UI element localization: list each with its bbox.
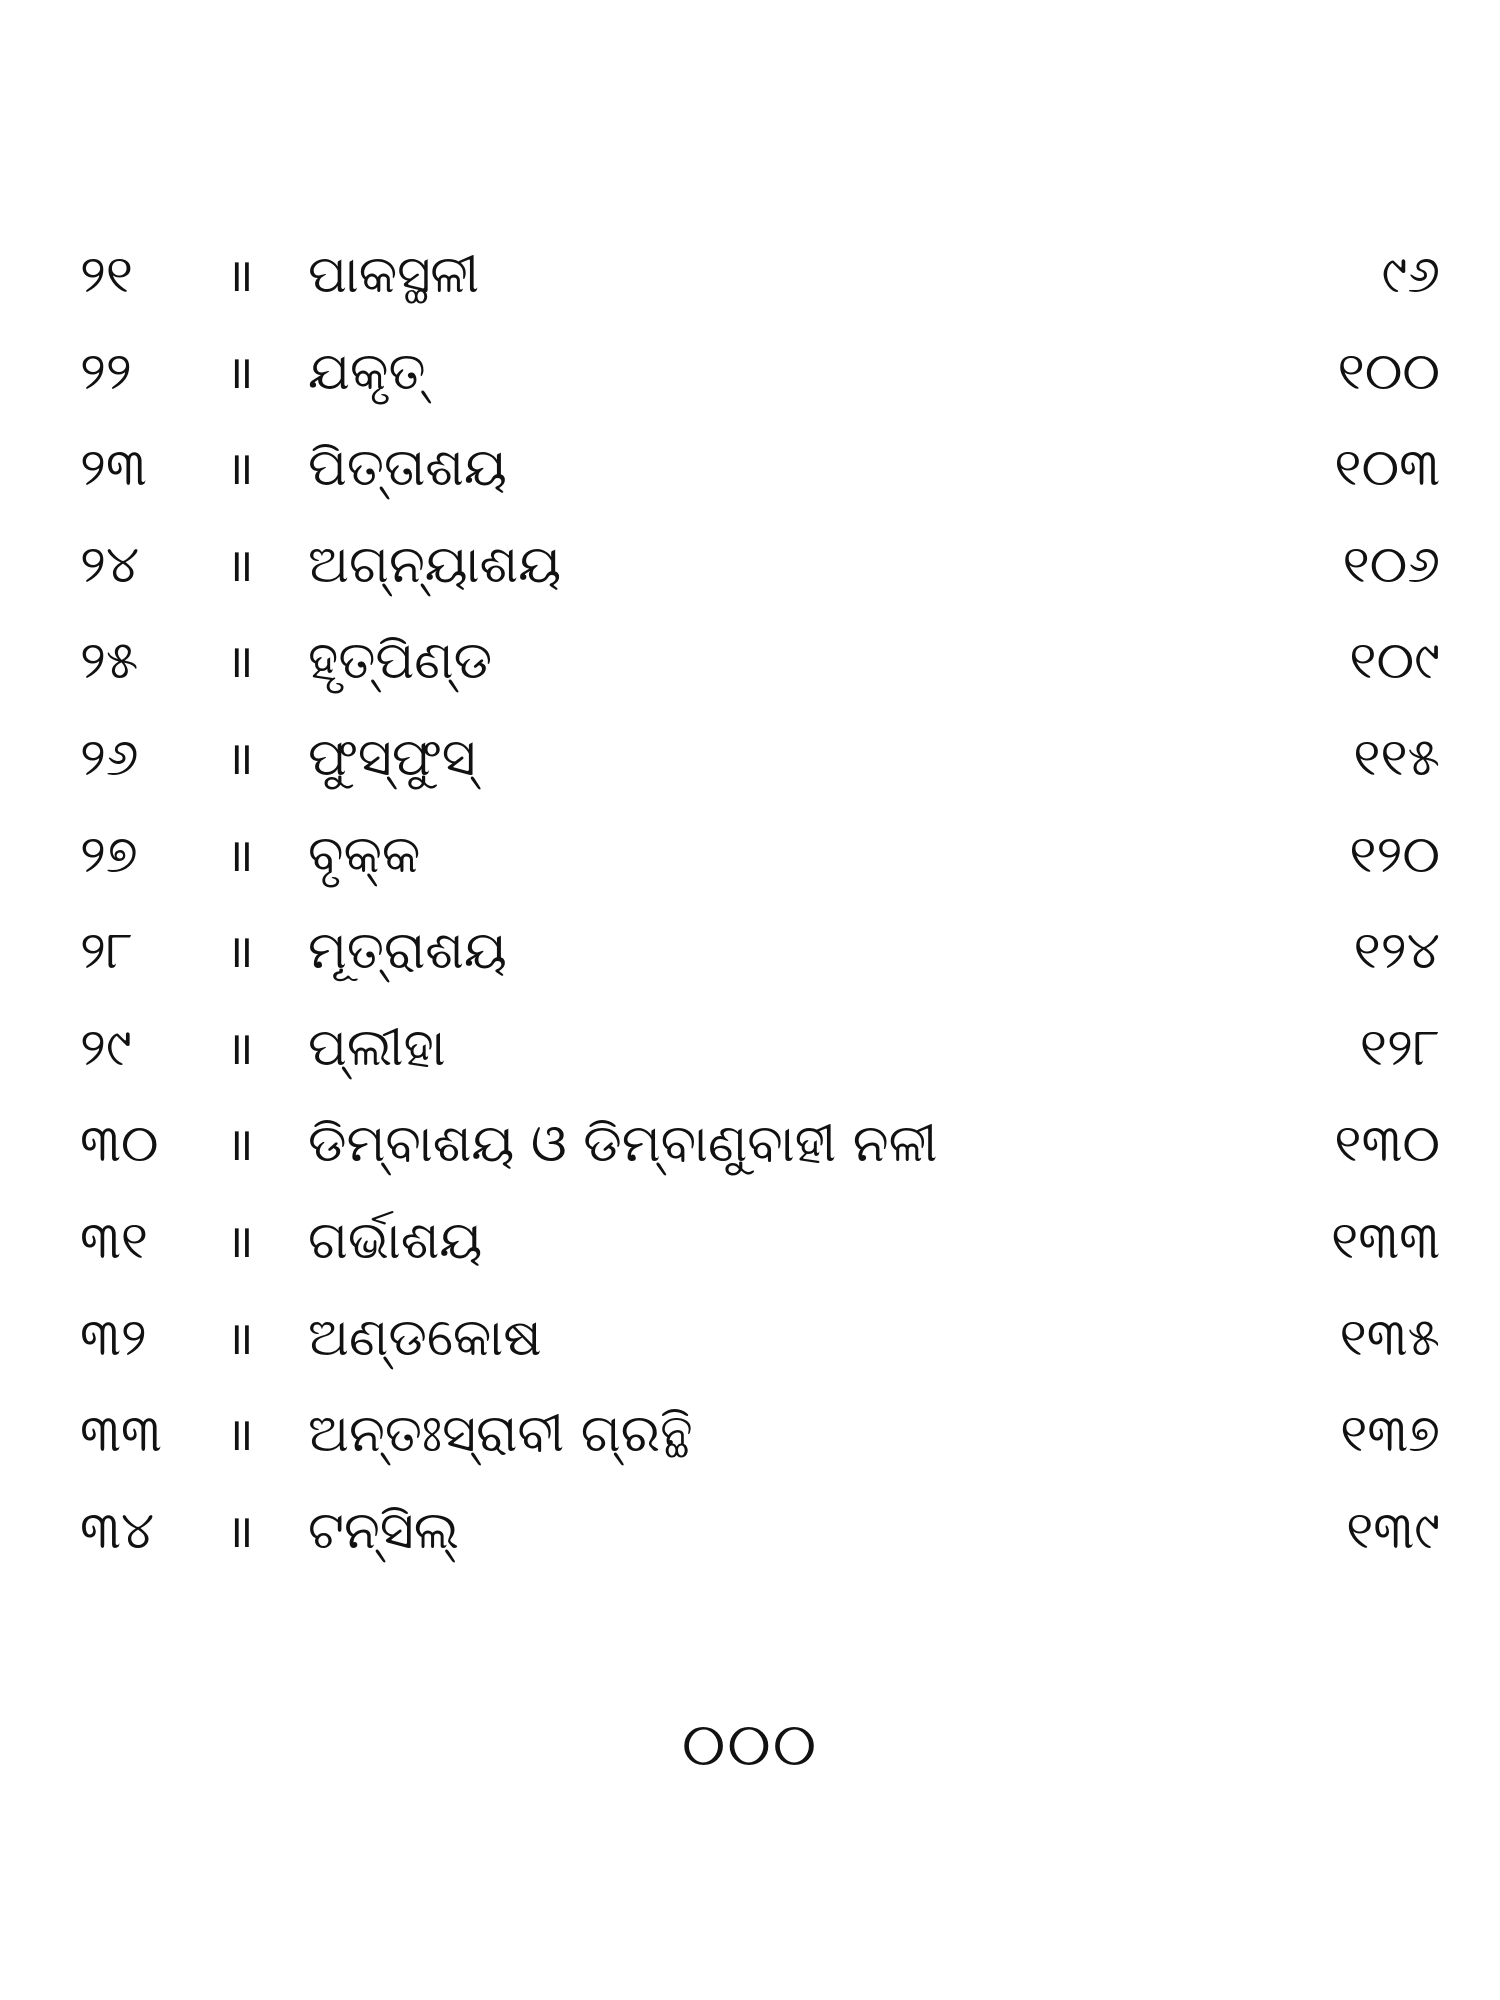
chapter-title: ପ୍ଲୀହା bbox=[308, 1017, 446, 1078]
toc-row bbox=[80, 240, 1440, 337]
chapter-number: ୨୮ bbox=[80, 921, 134, 982]
separator: ॥ bbox=[226, 1020, 256, 1075]
separator: ॥ bbox=[226, 1407, 256, 1462]
chapter-title: ଅଣ୍ଡକୋଷ bbox=[308, 1307, 542, 1368]
separator: ॥ bbox=[226, 441, 256, 496]
toc-row bbox=[80, 530, 1440, 627]
chapter-title: ଡିମ୍ବାଶୟ ଓ ଡିମ୍ବାଣୁବାହୀ ନଳୀ bbox=[308, 1114, 938, 1175]
toc-row bbox=[80, 916, 1440, 1013]
page-number: ୧୦୦ bbox=[1337, 341, 1440, 402]
chapter-number: ୨୭ bbox=[80, 824, 138, 885]
separator: ॥ bbox=[226, 344, 256, 399]
separator: ॥ bbox=[226, 634, 256, 689]
separator: ॥ bbox=[226, 730, 256, 785]
separator: ॥ bbox=[226, 827, 256, 882]
chapter-title: ଫୁସ୍‌ଫୁସ୍ bbox=[308, 727, 476, 788]
separator: ॥ bbox=[226, 924, 256, 979]
chapter-number: ୩୨ bbox=[80, 1307, 147, 1368]
page-number: ୧୩୦ bbox=[1334, 1114, 1440, 1175]
page-number: ୧୦୬ bbox=[1342, 534, 1440, 595]
toc-row bbox=[80, 1109, 1440, 1206]
chapter-number: ୩୦ bbox=[80, 1114, 159, 1175]
page-number: ୧୨୦ bbox=[1349, 824, 1440, 885]
chapter-title: ପାକସ୍ଥଳୀ bbox=[308, 245, 480, 305]
page-number: ୧୦୩ bbox=[1334, 438, 1440, 499]
chapter-number: ୨୧ bbox=[80, 245, 133, 305]
end-ornament: ୦୦୦ bbox=[681, 1710, 819, 1780]
chapter-number: ୩୪ bbox=[80, 1500, 155, 1561]
page-number: ୧୨୮ bbox=[1359, 1017, 1440, 1078]
toc-row bbox=[80, 1206, 1440, 1303]
chapter-title: ଅନ୍ତଃସ୍ରାବୀ ଗ୍ରନ୍ଥି bbox=[308, 1404, 693, 1465]
page-number: ୯୬ bbox=[1381, 245, 1440, 305]
toc-list bbox=[80, 240, 1440, 1592]
chapter-number: ୨୪ bbox=[80, 534, 140, 595]
page-number: ୧୨୪ bbox=[1353, 921, 1440, 982]
separator: ॥ bbox=[226, 248, 256, 302]
chapter-title: ଟନ୍‌ସିଲ୍ bbox=[308, 1500, 460, 1561]
chapter-title: ପିତ୍ତାଶୟ bbox=[308, 438, 507, 499]
separator: ॥ bbox=[226, 1117, 256, 1172]
separator: ॥ bbox=[226, 1310, 256, 1365]
chapter-number: ୨୬ bbox=[80, 727, 139, 788]
page-number: ୧୩୫ bbox=[1339, 1307, 1440, 1368]
separator: ॥ bbox=[226, 1503, 256, 1558]
toc-row bbox=[80, 433, 1440, 530]
toc-row bbox=[80, 820, 1440, 917]
chapter-title: ମୂତ୍ରାଶୟ bbox=[308, 921, 507, 982]
toc-row bbox=[80, 1013, 1440, 1110]
chapter-title: ଯକୃତ୍ bbox=[308, 341, 426, 402]
toc-row bbox=[80, 723, 1440, 820]
separator: ॥ bbox=[226, 1213, 256, 1268]
chapter-title: ବୃକ୍‌କ bbox=[308, 824, 421, 885]
chapter-number: ୨୩ bbox=[80, 438, 147, 499]
page-number: ୧୩୯ bbox=[1346, 1500, 1440, 1561]
toc-row bbox=[80, 1303, 1440, 1400]
toc-row bbox=[80, 1496, 1440, 1593]
page-number: ୧୧୫ bbox=[1353, 727, 1440, 788]
chapter-number: ୩୧ bbox=[80, 1210, 148, 1271]
chapter-title: ଅଗ୍ନ୍ୟାଶୟ bbox=[308, 534, 562, 595]
page-number: ୧୦୯ bbox=[1349, 631, 1440, 692]
toc-row bbox=[80, 626, 1440, 723]
toc-row bbox=[80, 337, 1440, 434]
chapter-number: ୩୩ bbox=[80, 1404, 162, 1465]
toc-row bbox=[80, 1399, 1440, 1496]
chapter-number: ୨୨ bbox=[80, 341, 132, 402]
page-number: ୧୩୩ bbox=[1331, 1210, 1440, 1271]
page-number: ୧୩୭ bbox=[1340, 1404, 1440, 1465]
separator: ॥ bbox=[226, 537, 256, 592]
chapter-number: ୨୫ bbox=[80, 631, 139, 692]
chapter-title: ହୃତ୍‌ପିଣ୍ଡ bbox=[308, 631, 493, 692]
chapter-number: ୨୯ bbox=[80, 1017, 132, 1078]
chapter-title: ଗର୍ଭାଶୟ bbox=[308, 1210, 483, 1271]
